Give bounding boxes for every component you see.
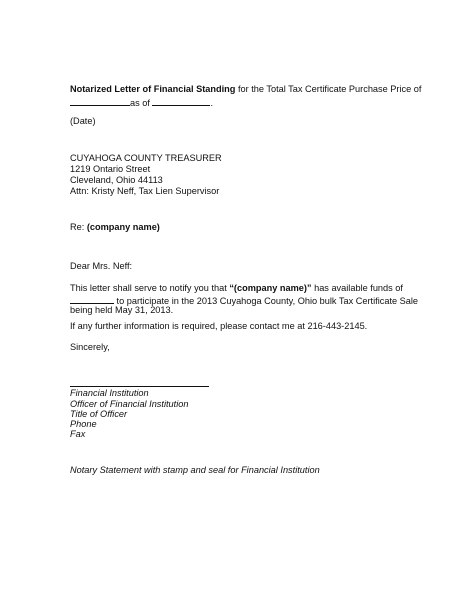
date-blank[interactable] [152,96,210,106]
body-p1-end: has available funds of [311,283,403,293]
heading-period: . [210,98,214,108]
body-p1-line2: to participate in the 2013 Cuyahoga County, Ohio bulk Tax Certificate Sale [114,296,419,306]
heading-rest: for the Total Tax Certificate Purchase Price of [235,84,422,94]
body-p1-start: This letter shall serve to notify you that [70,283,230,293]
salutation: Dear Mrs. Neff: [70,261,133,271]
heading-title: Notarized Letter of Financial Standing [70,84,236,94]
re-line [70,222,160,233]
price-blank[interactable] [70,96,130,106]
signature-institution: Financial Institution [70,388,149,398]
body-line-3: being held May 31, 2013. [70,305,174,315]
notary-statement: Notary Statement with stamp and seal for Financial Institution [70,465,320,475]
heading-line-2 [70,96,213,109]
closing: Sincerely, [70,342,110,352]
signature-officer: Officer of Financial Institution [70,399,189,409]
signature-fax: Fax [70,429,86,439]
signature-phone: Phone [70,419,97,429]
body-paragraph-2: If any further information is required, please contact me at 216-443-2145. [70,321,368,331]
signature-title: Title of Officer [70,409,128,419]
date-placeholder: (Date) [70,116,96,126]
recipient-attn: Attn: Kristy Neff, Tax Lien Supervisor [70,186,220,196]
re-company: (company name) [86,222,160,232]
heading-as-of: as of [130,98,150,108]
body-company: “(company name)” [229,283,312,293]
recipient-name: CUYAHOGA COUNTY TREASURER [70,153,222,163]
recipient-street: 1219 Ontario Street [70,164,151,174]
funds-blank[interactable] [70,294,114,304]
body-line-1 [70,283,403,294]
signature-line[interactable] [70,386,209,387]
re-label: Re: [70,222,87,232]
recipient-city: Cleveland, Ohio 44113 [70,175,163,185]
heading-line-1 [70,84,421,95]
